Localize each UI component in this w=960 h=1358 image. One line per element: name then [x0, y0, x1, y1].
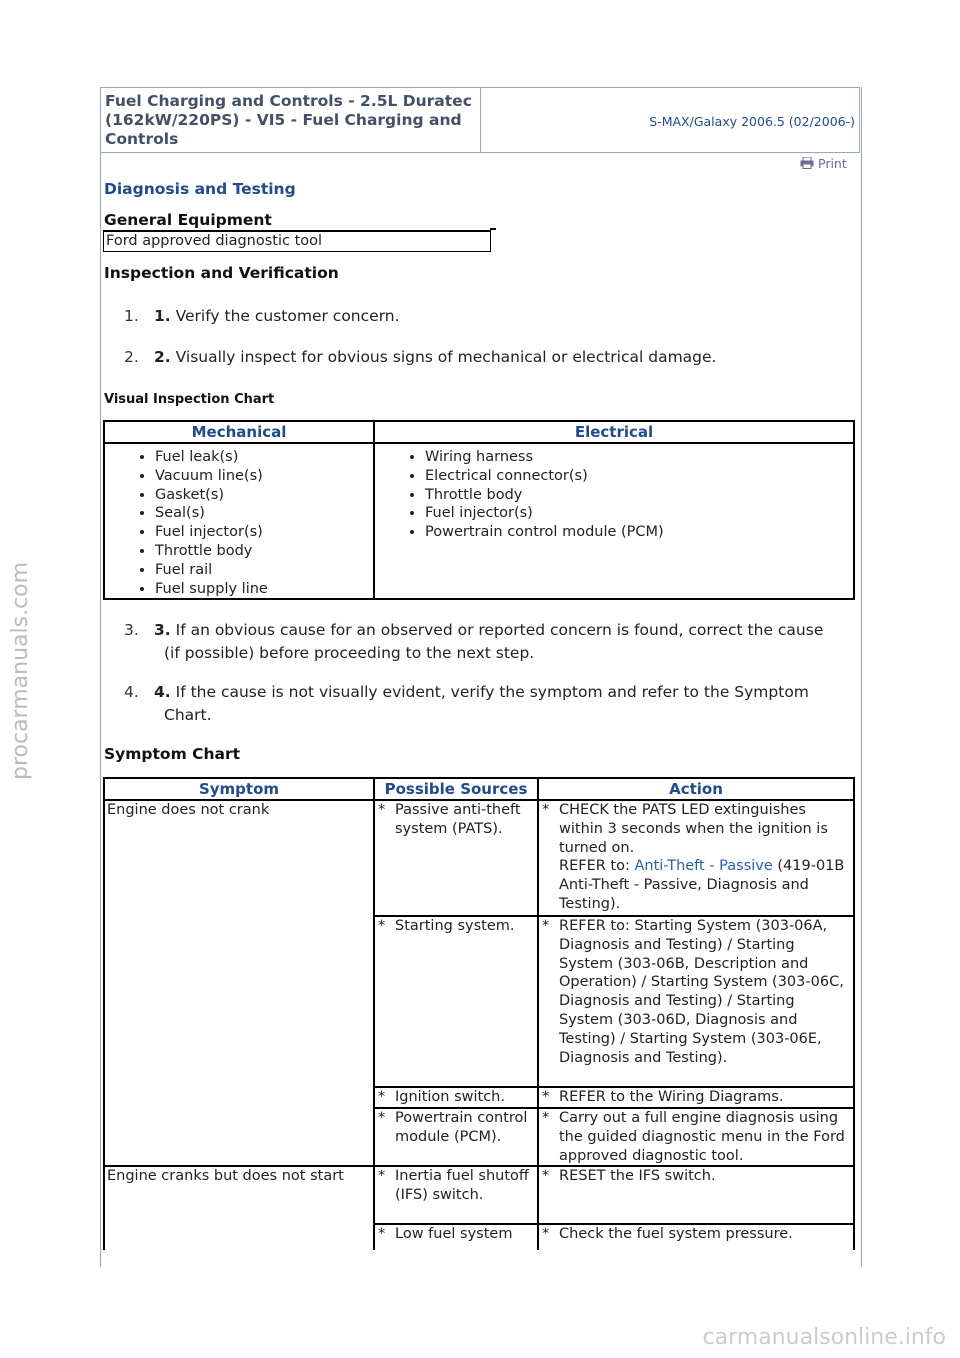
- step-1: [104, 307, 400, 326]
- bullet-star: *: [378, 1089, 386, 1105]
- source-cell: [374, 1087, 538, 1108]
- source-cell: [374, 916, 538, 1087]
- symptom-chart-heading: Symptom Chart: [104, 745, 241, 763]
- bullet-star: *: [542, 802, 550, 818]
- source-text: Passive anti-theft system (PATS).: [395, 802, 521, 837]
- step-2: [104, 348, 716, 367]
- step-text: If an obvious cause for an observed or reported concern is found, correct the cause: [175, 621, 824, 639]
- mechanical-cell: [104, 443, 374, 599]
- symptom-cell: [104, 1166, 374, 1250]
- bullet-star: *: [378, 918, 386, 934]
- source-text: Powertrain control module (PCM).: [395, 1110, 528, 1145]
- list-item: • Wiring harness: [425, 448, 853, 467]
- step-text: Verify the customer concern.: [175, 307, 400, 325]
- bullet-star: *: [542, 918, 550, 934]
- source-cell: [374, 1108, 538, 1166]
- equipment-item: Ford approved diagnostic tool: [103, 230, 491, 252]
- action-text: Check the fuel system pressure.: [559, 1226, 793, 1243]
- bottom-watermark: carmanualsonline.info: [702, 1325, 946, 1350]
- source-cell: [374, 1166, 538, 1224]
- source-cell: [374, 800, 538, 916]
- action-cell: [538, 1108, 854, 1166]
- action-text: Carry out a full engine diagnosis using the guided diagnostic menu in the Ford approved diagnostic tool.: [559, 1110, 845, 1164]
- printer-icon: [800, 157, 814, 168]
- symptom-text: Engine cranks but does not start: [107, 1168, 344, 1185]
- inspection-heading: Inspection and Verification: [104, 264, 339, 282]
- bullet-star: *: [542, 1089, 550, 1105]
- action-cell: [538, 1087, 854, 1108]
- source-text: Ignition switch.: [395, 1089, 505, 1105]
- mechanical-list: [105, 448, 373, 598]
- source-cell: [374, 1224, 538, 1250]
- col-symptom: Symptom: [104, 778, 374, 800]
- header-divider: [480, 88, 481, 152]
- list-item: • Electrical connector(s): [425, 467, 853, 486]
- equipment-box-tick: [490, 228, 496, 230]
- action-line: CHECK the PATS LED extinguishes within 3 seconds when the ignition is turned on.: [559, 802, 828, 856]
- model-label: S-MAX/Galaxy 2006.5 (02/2006-): [649, 114, 855, 129]
- list-item: • Powertrain control module (PCM): [425, 523, 853, 542]
- symptom-table: [103, 777, 855, 1250]
- visual-inspection-table: [103, 420, 855, 600]
- bullet-star: *: [378, 1226, 386, 1243]
- source-text: Inertia fuel shutoff (IFS) switch.: [395, 1168, 529, 1204]
- electrical-cell: [374, 443, 854, 599]
- bullet-star: *: [378, 802, 386, 818]
- source-text: Starting system.: [395, 918, 515, 934]
- symptom-text: Engine does not crank: [107, 802, 270, 818]
- visual-chart-heading: Visual Inspection Chart: [104, 392, 275, 407]
- list-item: • Fuel rail: [155, 561, 373, 580]
- list-item: • Throttle body: [425, 486, 853, 505]
- refer-label: REFER to:: [559, 858, 630, 875]
- step-bold-number: 3.: [154, 621, 171, 639]
- step-text-continued: (if possible) before proceeding to the next step.: [164, 644, 535, 662]
- list-item: • Fuel injector(s): [425, 504, 853, 523]
- symptom-cell: [104, 800, 374, 1166]
- action-line: (419-01B Anti-Theft - Passive, Diagnosis and Testing).: [559, 858, 845, 912]
- list-item: • Fuel leak(s): [155, 448, 373, 467]
- list-item: • Vacuum line(s): [155, 467, 373, 486]
- step-text: If the cause is not visually evident, verify the symptom and refer to the Symptom: [175, 683, 809, 701]
- bullet-star: *: [542, 1226, 550, 1243]
- bullet-star: *: [542, 1110, 550, 1126]
- general-equipment-heading: General Equipment: [104, 211, 272, 229]
- col-electrical: Electrical: [374, 421, 854, 443]
- list-item: • Seal(s): [155, 504, 373, 523]
- print-button[interactable]: [800, 156, 847, 171]
- action-text: REFER to the Wiring Diagrams.: [559, 1089, 784, 1105]
- step-number: 4.: [124, 683, 139, 701]
- col-mechanical: Mechanical: [104, 421, 374, 443]
- step-bold-number: 4.: [154, 683, 171, 701]
- source-text: Low fuel system: [395, 1226, 513, 1243]
- action-cell: [538, 1166, 854, 1224]
- list-item: • Gasket(s): [155, 486, 373, 505]
- bullet-star: *: [378, 1168, 386, 1185]
- action-text: [539, 801, 853, 914]
- action-cell: [538, 800, 854, 916]
- print-label: Print: [818, 156, 847, 171]
- step-4: [104, 683, 860, 725]
- step-bold-number: 2.: [154, 348, 171, 366]
- list-item: • Fuel supply line: [155, 580, 373, 599]
- electrical-list: [375, 448, 853, 542]
- anti-theft-link[interactable]: Anti-Theft - Passive: [634, 858, 773, 875]
- bullet-star: *: [542, 1168, 550, 1185]
- side-watermark: procarmanuals.com: [8, 561, 33, 780]
- list-item: • Fuel injector(s): [155, 523, 373, 542]
- action-text: REFER to: Starting System (303-06A, Diagnosis and Testing) / Starting System (303-06B, Description and Operation) / Starting System (303-06C, Diagnosis and Testing) / Starting System (303-06D, Diagnosis and Testing) / Starting System (303-06E, Diagnosis and Testing).: [559, 918, 844, 1066]
- step-text-continued: Chart.: [164, 706, 212, 724]
- action-cell: [538, 916, 854, 1087]
- bullet-star: *: [378, 1110, 386, 1126]
- col-action: Action: [538, 778, 854, 800]
- step-number: 1.: [124, 307, 139, 325]
- action-cell: [538, 1224, 854, 1250]
- page-title: Fuel Charging and Controls - 2.5L Duratec (162kW/220PS) - VI5 - Fuel Charging and Controls: [105, 92, 472, 148]
- step-number: 2.: [124, 348, 139, 366]
- step-bold-number: 1.: [154, 307, 171, 325]
- col-sources: Possible Sources: [374, 778, 538, 800]
- list-item: • Throttle body: [155, 542, 373, 561]
- step-number: 3.: [124, 621, 139, 639]
- step-3: [104, 621, 860, 663]
- section-title: Diagnosis and Testing: [104, 180, 296, 198]
- page-header: [100, 87, 860, 153]
- step-text: Visually inspect for obvious signs of mechanical or electrical damage.: [175, 348, 717, 366]
- action-text: RESET the IFS switch.: [559, 1168, 716, 1185]
